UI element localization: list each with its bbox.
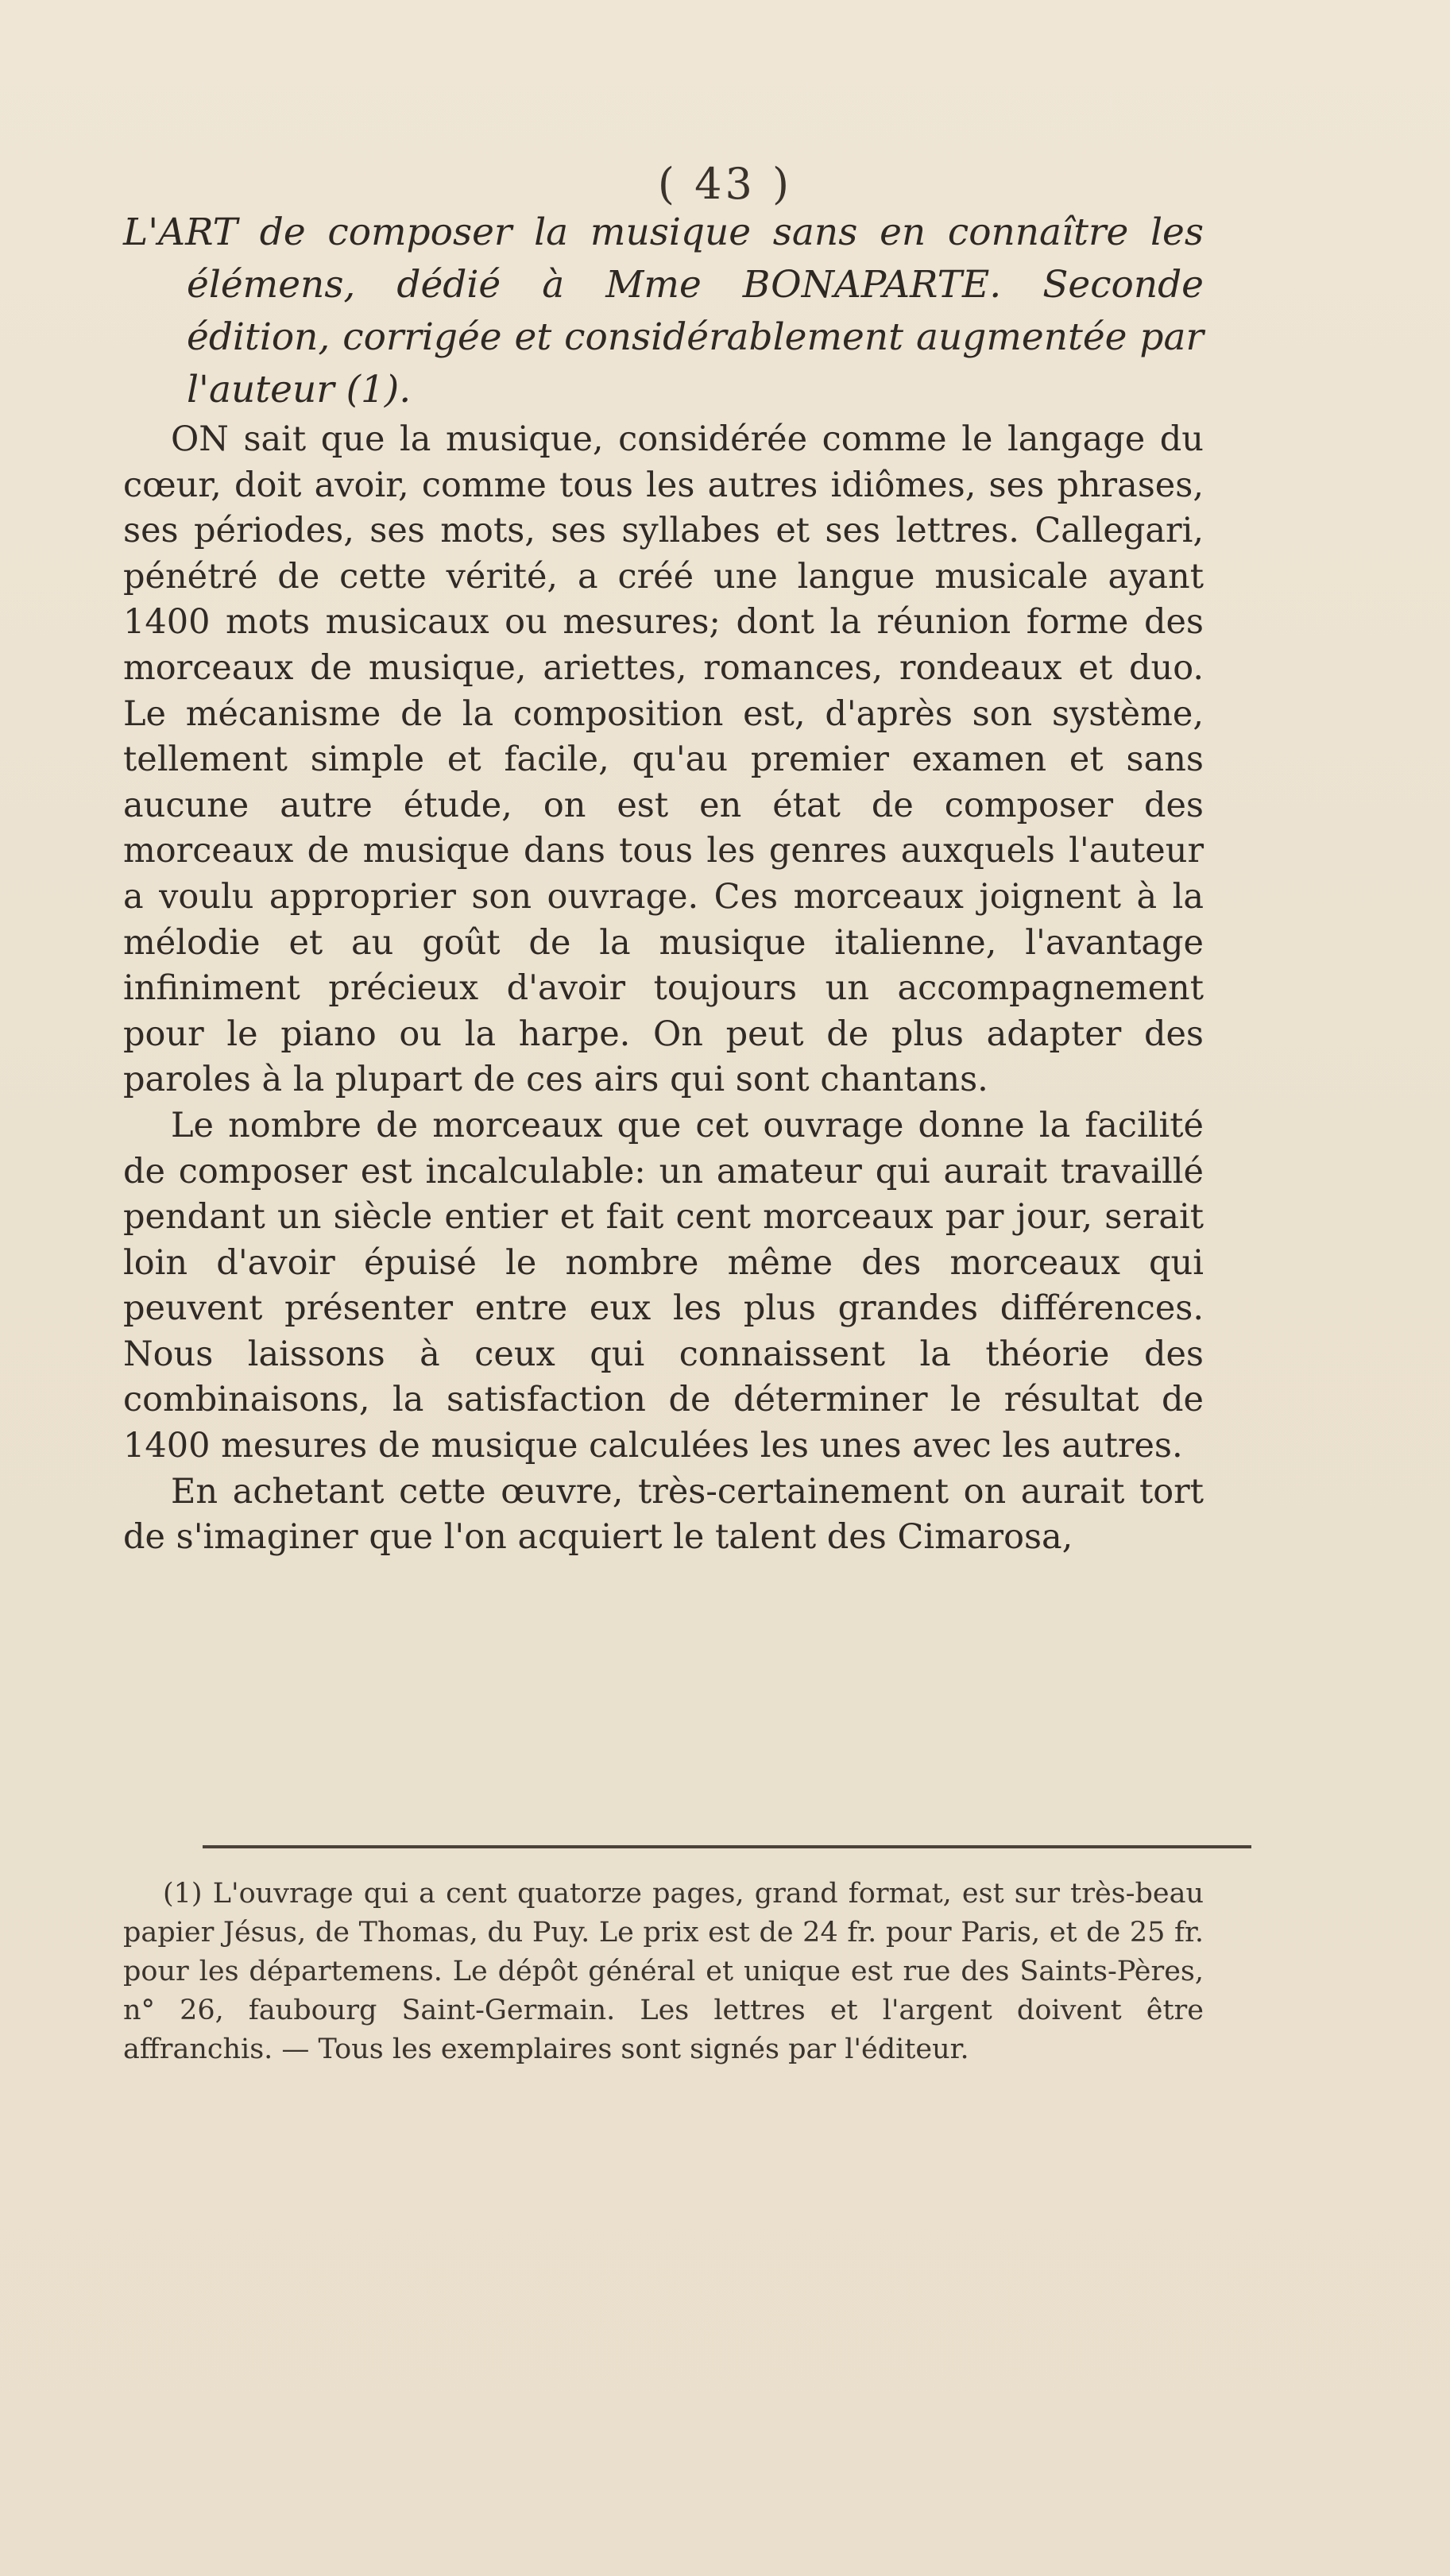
body-paragraph-2: Le nombre de morceaux que cet ouvrage donne la facilité de composer est incalculable: un amateur qui aurait travaillé pendant un siècle entier et fait cent morceaux par jour, serait loin d'avoir épuisé le nombre même des morceaux qui peuvent présenter entre eux les plus grandes différences. Nous laissons à ceux qui connaissent la théorie des combinaisons, la satisfaction de déterminer le résultat de 1400 mesures de musique calculées les unes avec les autres. [123, 1105, 1204, 1466]
article-body [123, 417, 1204, 1561]
footnote-text: (1) L'ouvrage qui a cent quatorze pages, grand format, est sur très-beau papier Jésus, de Thomas, du Puy. Le prix est de 24 fr. pour Paris, et de 25 fr. pour les départemens. Le dépôt général et unique est rue des Saints-Pères, n° 26, faubourg Saint-Germain. Les lettres et l'argent doivent être affranchis. — Tous les exemplaires sont signés par l'éditeur. [123, 1878, 1204, 2065]
page-number: ( 43 ) [657, 159, 793, 209]
article-title: L'ART de composer la musique sans en connaître les élémens, dédié à Mme BONAPARTE. Seconde édition, corrigée et considérablement augmentée par l'auteur (1). [123, 210, 1204, 411]
body-paragraph-1: ON sait que la musique, considérée comme le langage du cœur, doit avoir, comme tous les autres idiômes, ses phrases, ses périodes, ses mots, ses syllabes et ses lettres. Callegari, pénétré de cette vérité, a créé une langue musicale ayant 1400 mots musicaux ou mesures; dont la réunion forme des morceaux de musique, ariettes, romances, rondeaux et duo. Le mécanisme de la composition est, d'après son système, tellement simple et facile, qu'au premier examen et sans aucune autre étude, on est en état de composer des morceaux de musique dans tous les genres auxquels l'auteur a voulu approprier son ouvrage. Ces morceaux joignent à la mélodie et au goût de la musique italienne, l'avantage infiniment précieux d'avoir toujours un accompagnement pour le piano ou la harpe. On peut de plus adapter des paroles à la plupart de ces airs qui sont chantans. [123, 419, 1204, 1100]
footnote-divider [203, 1845, 1251, 1848]
body-paragraph-3: En achetant cette œuvre, très-certainement on aurait tort de s'imaginer que l'on acquiert le talent des Cimarosa, [123, 1471, 1204, 1558]
footnote-block [123, 1875, 1204, 2069]
article-title-block [123, 207, 1204, 416]
